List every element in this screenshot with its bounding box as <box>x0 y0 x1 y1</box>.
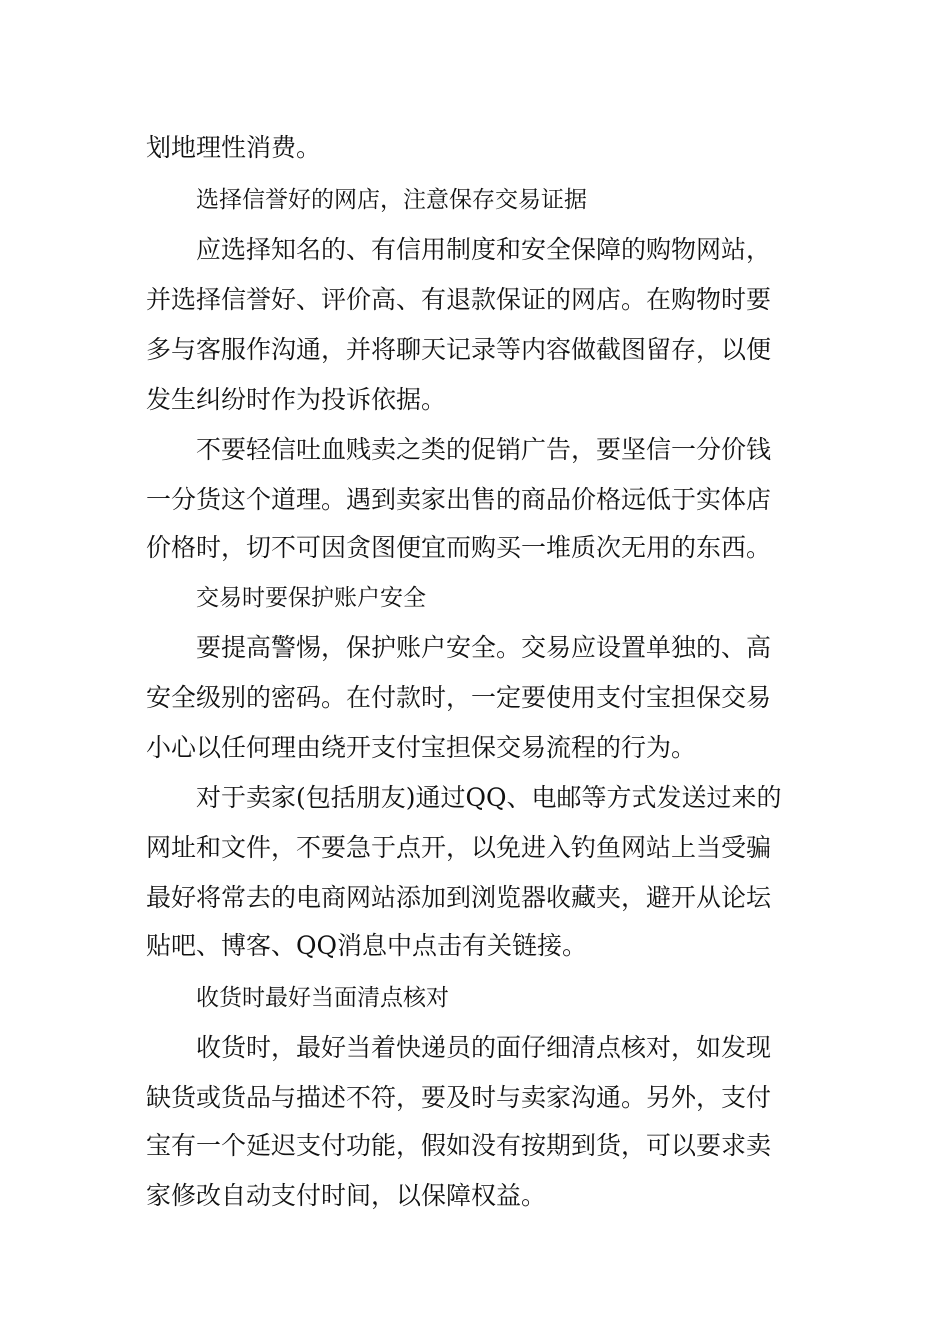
paragraph-line: 对于卖家(包括朋友)通过QQ、电邮等方式发送过来的 <box>196 783 782 812</box>
paragraph-line: 划地理性消费。 <box>146 133 322 162</box>
paragraph-line: 一分货这个道理。遇到卖家出售的商品价格远低于实体店 <box>146 485 772 514</box>
paragraph-line: 收货时，最好当着快递员的面仔细清点核对，如发现 <box>196 1033 772 1062</box>
paragraph-line: 不要轻信吐血贱卖之类的促销广告，要坚信一分价钱 <box>196 435 772 464</box>
paragraph-line: 网址和文件，不要急于点开，以免进入钓鱼网站上当受骗 <box>146 833 772 862</box>
paragraph-line: 要提高警惕，保护账户安全。交易应设置单独的、高 <box>196 633 772 662</box>
paragraph-line: 应选择知名的、有信用制度和安全保障的购物网站， <box>196 235 772 264</box>
section-heading: 选择信誉好的网店，注意保存交易证据 <box>196 187 587 213</box>
paragraph-line: 多与客服作沟通，并将聊天记录等内容做截图留存，以便 <box>146 335 772 364</box>
paragraph-line: 宝有一个延迟支付功能，假如没有按期到货，可以要求卖 <box>146 1131 772 1160</box>
section-heading: 交易时要保护账户安全 <box>196 585 426 611</box>
paragraph-line: 最好将常去的电商网站添加到浏览器收藏夹，避开从论坛 <box>146 883 772 912</box>
paragraph-line: 贴吧、博客、QQ消息中点击有关链接。 <box>146 931 587 960</box>
paragraph-line: 安全级别的密码。在付款时，一定要使用支付宝担保交易 <box>146 683 772 712</box>
paragraph-line: 价格时，切不可因贪图便宜而购买一堆质次无用的东西。 <box>146 533 772 562</box>
paragraph-line: 小心以任何理由绕开支付宝担保交易流程的行为。 <box>146 733 697 762</box>
paragraph-line: 发生纠纷时作为投诉依据。 <box>146 385 447 414</box>
paragraph-line: 并选择信誉好、评价高、有退款保证的网店。在购物时要 <box>146 285 772 314</box>
paragraph-line: 家修改自动支付时间，以保障权益。 <box>146 1181 547 1210</box>
section-heading: 收货时最好当面清点核对 <box>196 985 449 1011</box>
paragraph-line: 缺货或货品与描述不符，要及时与卖家沟通。另外，支付 <box>146 1083 772 1112</box>
